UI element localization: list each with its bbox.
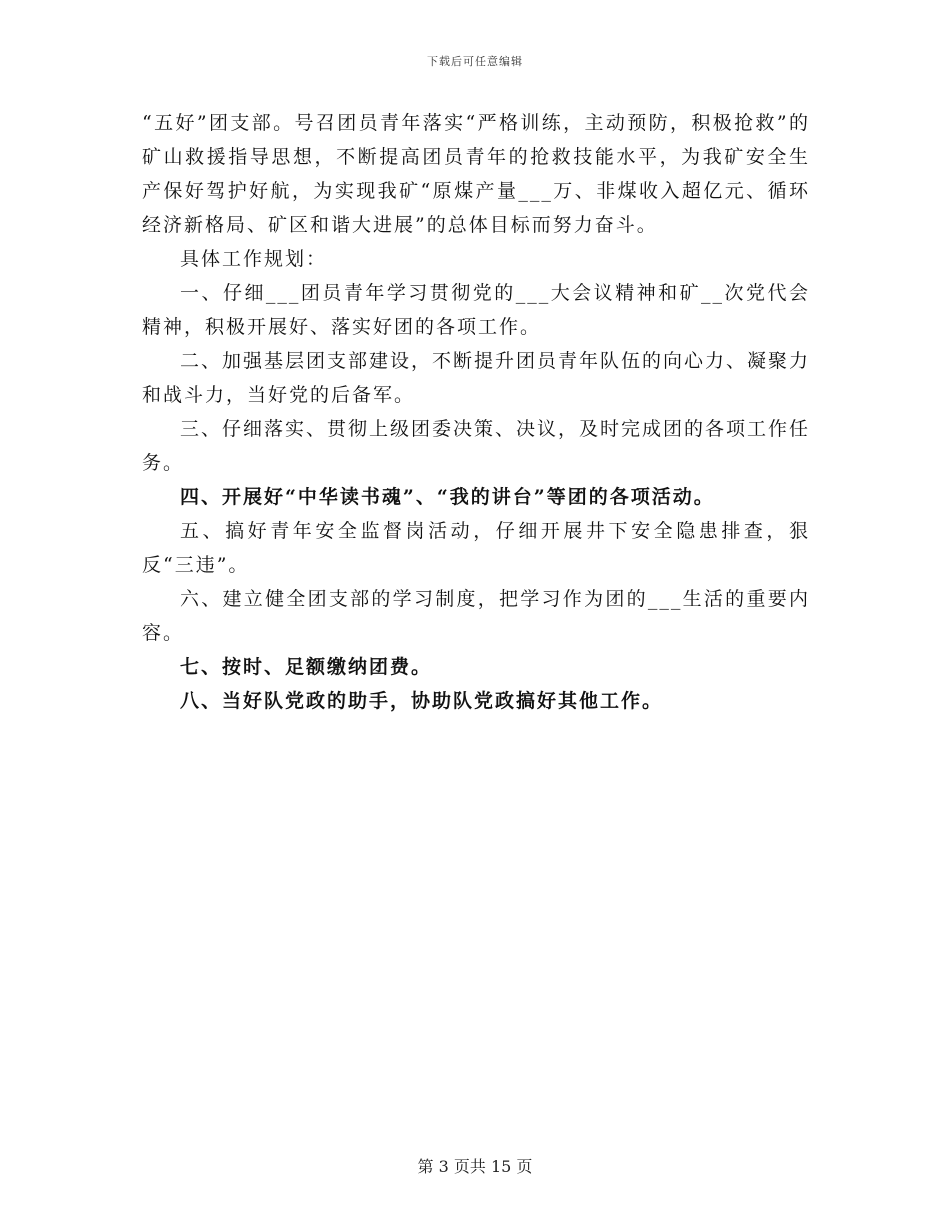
paragraph-item-5: 五、搞好青年安全监督岗活动，仔细开展井下安全隐患排查，狠反“三违”。 [142, 520, 810, 576]
page-header-note: 下载后可任意编辑 [427, 55, 523, 68]
paragraph-item-8: 八、当好队党政的助手，协助队党政搞好其他工作。 [180, 690, 664, 712]
paragraph-item-4: 四、开展好“中华读书魂”、“我的讲台”等团的各项活动。 [180, 486, 715, 508]
document-body [142, 106, 810, 718]
paragraph-item-3: 三、仔细落实、贯彻上级团委决策、决议，及时完成团的各项工作任务。 [142, 418, 811, 474]
paragraph-intro-continuation: “五好”团支部。号召团员青年落实“严格训练，主动预防，积极抢救”的矿山救援指导思想，不断提高团员青年的抢救技能水平，为我矿安全生产保好驾护好航，为实现我矿“原煤产量___万、非煤收入超亿元、循环经济新格局、矿区和谐大进展”的总体目标而努力奋斗。 [142, 112, 810, 236]
paragraph-plan-heading: 具体工作规划： [180, 248, 328, 270]
paragraph-item-1: 一、仔细___团员青年学习贯彻党的___大会议精神和矿__次党代会精神，积极开展好、落实好团的各项工作。 [142, 282, 810, 338]
paragraph-item-7: 七、按时、足额缴纳团费。 [180, 656, 433, 678]
page-number: 第 3 页共 15 页 [417, 1157, 533, 1176]
paragraph-item-2: 二、加强基层团支部建设，不断提升团员青年队伍的向心力、凝聚力和战斗力，当好党的后备军。 [142, 350, 811, 406]
paragraph-item-6: 六、建立健全团支部的学习制度，把学习作为团的___生活的重要内容。 [142, 588, 810, 644]
